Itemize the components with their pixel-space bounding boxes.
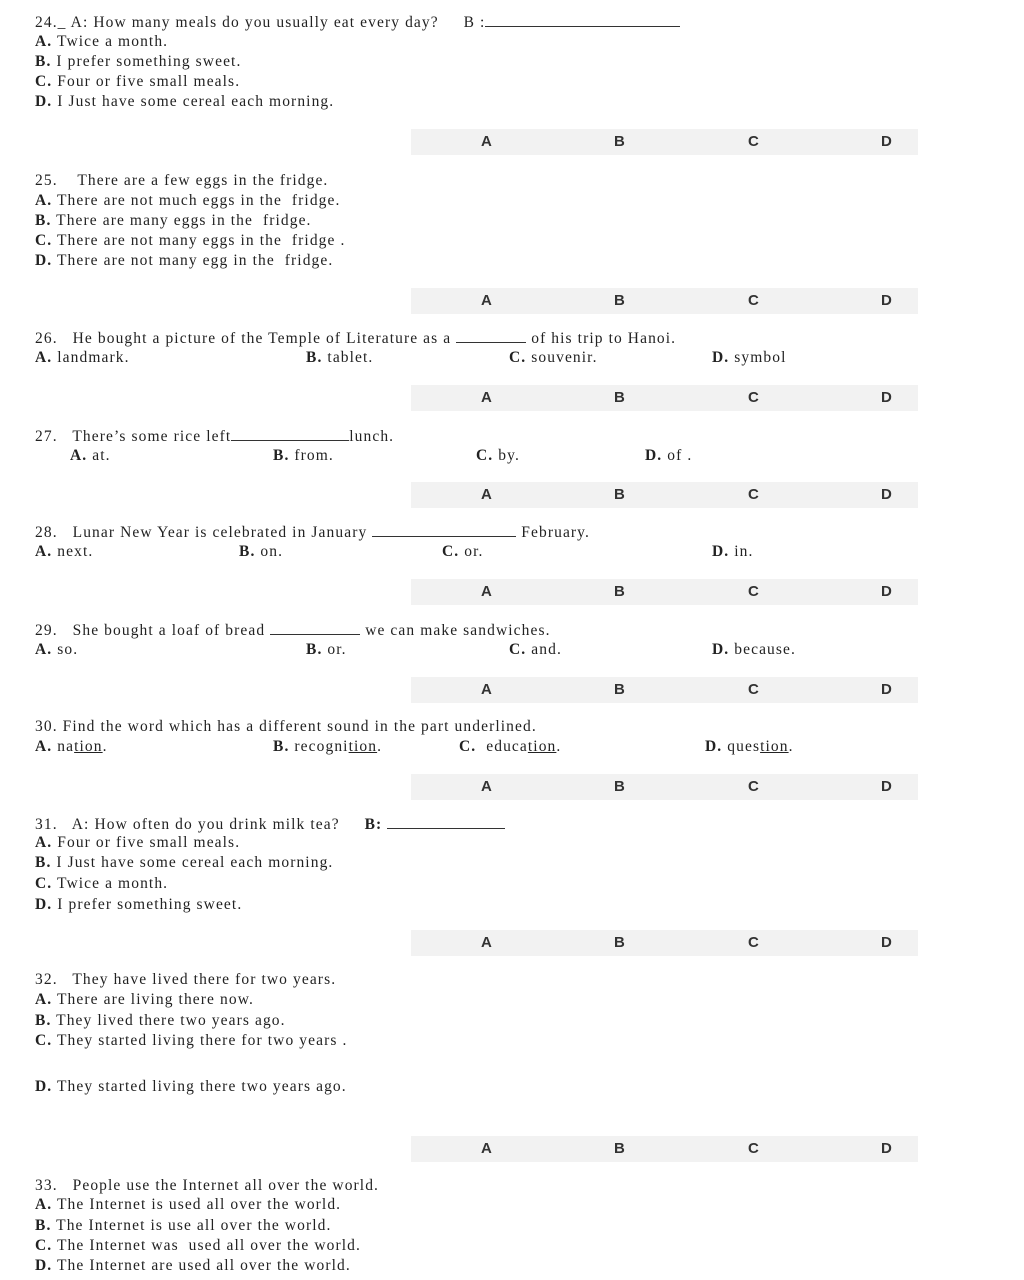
option-a: A. There are not much eggs in the fridge. (35, 192, 341, 209)
answer-c-button[interactable]: C (748, 778, 759, 795)
answer-bar-24 (411, 129, 918, 155)
answer-bar-29 (411, 677, 918, 703)
answer-blank (387, 814, 505, 829)
answer-b-button[interactable]: B (614, 681, 625, 698)
option-a: A. Twice a month. (35, 33, 169, 50)
option-c: C. and. (509, 641, 562, 658)
option-b: B. or. (306, 641, 347, 658)
answer-d-button[interactable]: D (881, 292, 892, 309)
question-stem: A: How many meals do you usually eat every day? (70, 14, 439, 31)
answer-a-button[interactable]: A (481, 133, 492, 150)
answer-a-button[interactable]: A (481, 1140, 492, 1157)
answer-d-button[interactable]: D (881, 778, 892, 795)
answer-bar-25 (411, 288, 918, 314)
answer-blank (372, 522, 516, 537)
option-b: B. tablet. (306, 349, 374, 366)
question-30: 30. Find the word which has a different sound in the part underlined. (35, 718, 537, 735)
answer-c-button[interactable]: C (748, 1140, 759, 1157)
option-d: D. There are not many egg in the fridge. (35, 252, 334, 269)
answer-c-button[interactable]: C (748, 133, 759, 150)
answer-b-button[interactable]: B (614, 292, 625, 309)
answer-a-button[interactable]: A (481, 934, 492, 951)
answer-d-button[interactable]: D (881, 934, 892, 951)
option-d: D. symbol (712, 349, 787, 366)
option-a: A. Four or five small meals. (35, 834, 241, 851)
answer-b-button[interactable]: B (614, 583, 625, 600)
answer-a-button[interactable]: A (481, 389, 492, 406)
question-25: 25. There are a few eggs in the fridge. (35, 172, 329, 189)
answer-blank (270, 620, 360, 635)
answer-c-button[interactable]: C (748, 486, 759, 503)
option-d: D. in. (712, 543, 754, 560)
option-d: D. They started living there two years ago. (35, 1078, 347, 1095)
b-prompt: B : (463, 14, 486, 31)
answer-bar-26 (411, 385, 918, 411)
option-b: B. recognition. (273, 738, 383, 755)
answer-blank (456, 328, 526, 343)
answer-a-button[interactable]: A (481, 486, 492, 503)
option-a: A. at. (70, 447, 111, 464)
question-32: 32. They have lived there for two years. (35, 971, 337, 988)
option-c: C. The Internet was used all over the world. (35, 1237, 362, 1254)
answer-b-button[interactable]: B (614, 934, 625, 951)
option-a: A. nation. (35, 738, 108, 755)
answer-b-button[interactable]: B (614, 486, 625, 503)
option-c: C. education. (459, 738, 562, 755)
answer-c-button[interactable]: C (748, 583, 759, 600)
answer-blank (231, 426, 349, 441)
answer-d-button[interactable]: D (881, 389, 892, 406)
answer-bar-31 (411, 930, 918, 956)
question-29: 29. She bought a loaf of bread we can make sandwiches. (35, 622, 551, 639)
option-a: A. landmark. (35, 349, 130, 366)
answer-c-button[interactable]: C (748, 389, 759, 406)
question-number: 24._ (35, 14, 67, 31)
option-c: C. Four or five small meals. (35, 73, 241, 90)
option-c: C. or. (442, 543, 484, 560)
option-c: C. There are not many eggs in the fridge . (35, 232, 346, 249)
option-a: A. There are living there now. (35, 991, 254, 1008)
option-c: C. souvenir. (509, 349, 598, 366)
answer-d-button[interactable]: D (881, 486, 892, 503)
option-b: B. There are many eggs in the fridge. (35, 212, 312, 229)
answer-d-button[interactable]: D (881, 133, 892, 150)
answer-d-button[interactable]: D (881, 1140, 892, 1157)
answer-a-button[interactable]: A (481, 681, 492, 698)
question-24 (35, 12, 680, 33)
option-d: D. because. (712, 641, 796, 658)
answer-b-button[interactable]: B (614, 133, 625, 150)
answer-bar-27 (411, 482, 918, 508)
answer-bar-32 (411, 1136, 918, 1162)
option-d: D. of . (645, 447, 693, 464)
answer-b-button[interactable]: B (614, 778, 625, 795)
option-d: D. I prefer something sweet. (35, 896, 243, 913)
option-d: D. question. (705, 738, 794, 755)
question-31: 31. A: How often do you drink milk tea? B: (35, 814, 505, 835)
answer-c-button[interactable]: C (748, 292, 759, 309)
answer-a-button[interactable]: A (481, 778, 492, 795)
option-b: B. I Just have some cereal each morning. (35, 854, 334, 871)
answer-c-button[interactable]: C (748, 681, 759, 698)
option-c: C. They started living there for two years . (35, 1032, 348, 1049)
option-b: B. from. (273, 447, 334, 464)
option-b: B. The Internet is use all over the world. (35, 1217, 332, 1234)
option-c: C. Twice a month. (35, 875, 169, 892)
answer-b-button[interactable]: B (614, 389, 625, 406)
answer-bar-28 (411, 579, 918, 605)
option-b: B. They lived there two years ago. (35, 1012, 286, 1029)
option-b: B. I prefer something sweet. (35, 53, 242, 70)
option-a: A. The Internet is used all over the world. (35, 1196, 342, 1213)
question-27: 27. There’s some rice left lunch. (35, 428, 395, 445)
answer-d-button[interactable]: D (881, 681, 892, 698)
option-a: A. next. (35, 543, 94, 560)
answer-blank (485, 12, 680, 27)
answer-bar-30 (411, 774, 918, 800)
option-a: A. so. (35, 641, 79, 658)
option-c: C. by. (476, 447, 520, 464)
answer-c-button[interactable]: C (748, 934, 759, 951)
option-d: D. I Just have some cereal each morning. (35, 93, 335, 110)
answer-b-button[interactable]: B (614, 1140, 625, 1157)
question-33: 33. People use the Internet all over the world. (35, 1177, 380, 1194)
option-b: B. on. (239, 543, 284, 560)
question-28: 28. Lunar New Year is celebrated in January February. (35, 524, 591, 541)
answer-d-button[interactable]: D (881, 583, 892, 600)
question-26: 26. He bought a picture of the Temple of Literature as a of his trip to Hanoi. (35, 330, 677, 347)
answer-a-button[interactable]: A (481, 583, 492, 600)
answer-a-button[interactable]: A (481, 292, 492, 309)
option-d: D. The Internet are used all over the world. (35, 1257, 351, 1274)
